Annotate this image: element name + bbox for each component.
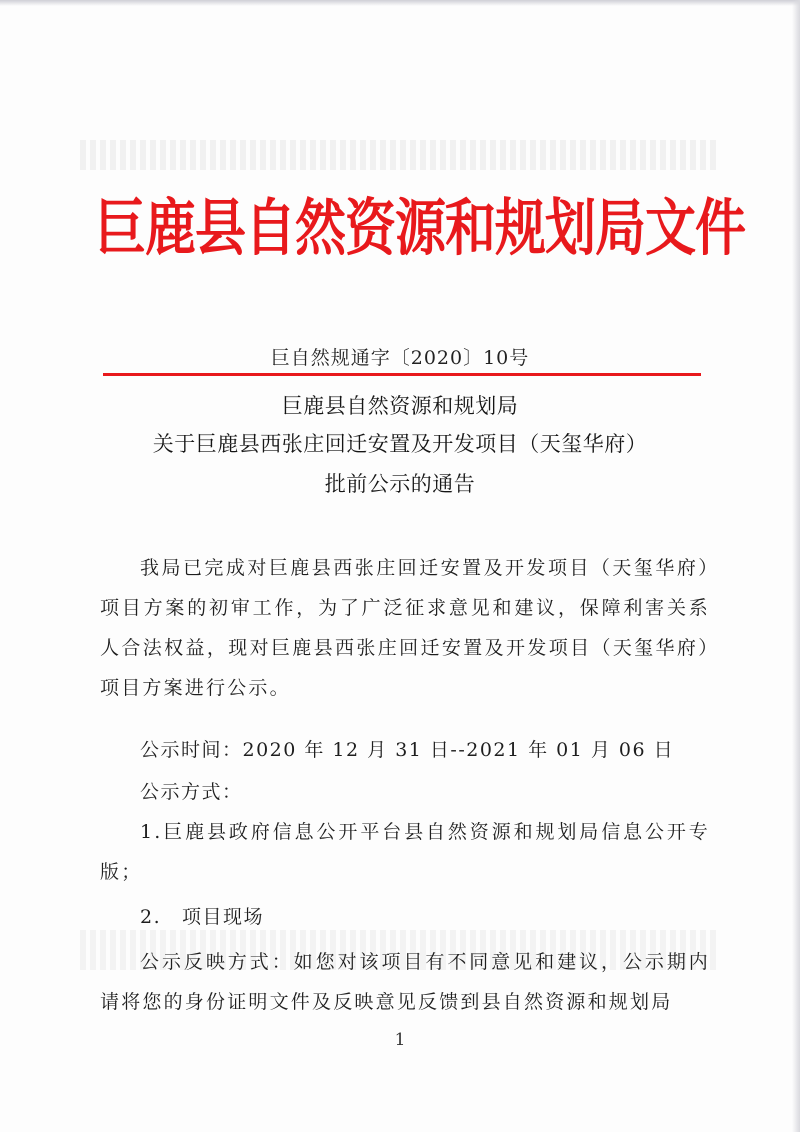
- page-number: 1: [394, 1030, 406, 1050]
- scan-edge: [792, 0, 800, 1132]
- scan-edge: [0, 0, 800, 6]
- item-number: 2.: [140, 906, 162, 928]
- item-text: 项目现场: [182, 906, 265, 928]
- feedback-paragraph: 公示反映方式：如您对该项目有不同意见和建议，公示期内请将您的身份证明文件及反映意见反馈到县自然资源和规划局: [100, 951, 710, 1013]
- document-title-line-1: 巨鹿县自然资源和规划局: [281, 394, 519, 418]
- bleed-through-texture: [80, 140, 720, 170]
- notice-period: 公示时间：2020 年 12 月 31 日--2021 年 01 月 06 日: [140, 739, 675, 761]
- document-number: 巨自然规通字〔2020〕10号: [270, 347, 530, 369]
- document-title-line-3: 批前公示的通告: [324, 472, 476, 496]
- document-title-line-2: 关于巨鹿县西张庄回迁安置及开发项目（天玺华府）: [152, 432, 648, 456]
- document-masthead: 巨鹿县自然资源和规划局文件: [95, 192, 746, 265]
- notice-method-item-1: 1.巨鹿县政府信息公开平台县自然资源和规划局信息公开专版；: [100, 821, 710, 883]
- notice-method-label: 公示方式：: [140, 781, 243, 803]
- body-paragraph: 我局已完成对巨鹿县西张庄回迁安置及开发项目（天玺华府）项目方案的初审工作，为了广泛征求意见和建议，保障利害关系人合法权益，现对巨鹿县西张庄回迁安置及开发项目（天玺华府）项目方案进行公示。: [100, 557, 710, 699]
- notice-method-item-2: [140, 902, 264, 929]
- red-divider-line: [103, 373, 701, 376]
